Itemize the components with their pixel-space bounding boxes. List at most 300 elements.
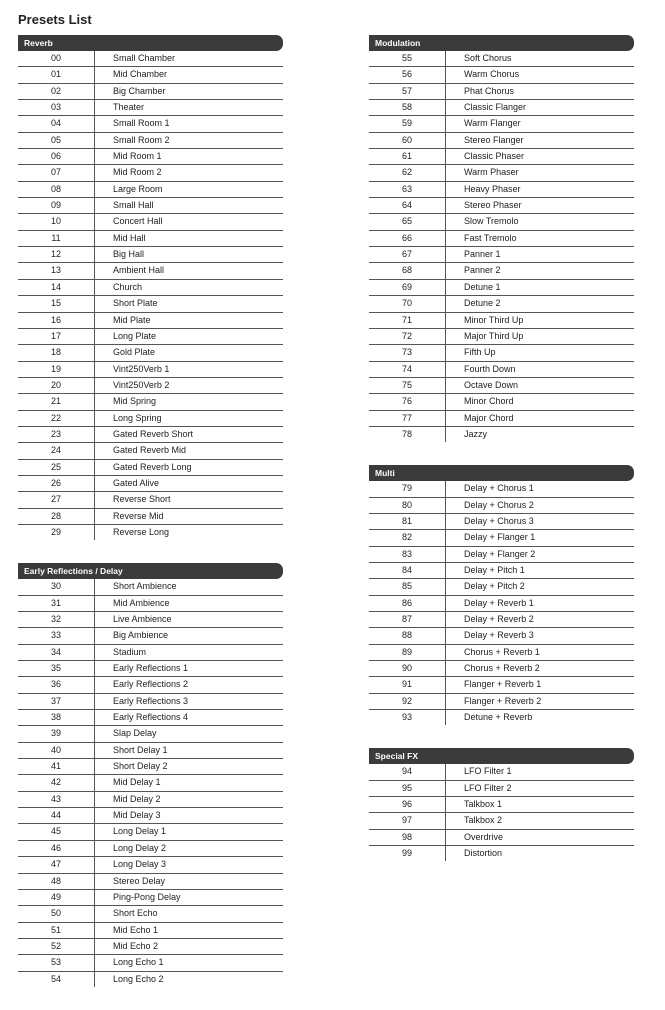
table-row bbox=[18, 841, 283, 857]
table-row bbox=[18, 645, 283, 661]
preset-name: Stereo Phaser bbox=[464, 200, 522, 211]
preset-number: 76 bbox=[369, 394, 446, 409]
preset-name: Chorus + Reverb 1 bbox=[464, 646, 540, 657]
preset-number: 33 bbox=[18, 628, 95, 643]
preset-number: 86 bbox=[369, 596, 446, 611]
preset-number: 35 bbox=[18, 661, 95, 676]
preset-name: Minor Chord bbox=[464, 396, 514, 407]
table-row bbox=[369, 100, 634, 116]
preset-name: Long Plate bbox=[113, 330, 157, 341]
table-row bbox=[18, 198, 283, 214]
preset-name: Fifth Up bbox=[464, 347, 496, 358]
table-row bbox=[369, 563, 634, 579]
preset-name: Gold Plate bbox=[113, 347, 156, 358]
preset-number: 30 bbox=[18, 579, 95, 594]
preset-number: 00 bbox=[18, 51, 95, 66]
preset-number: 19 bbox=[18, 362, 95, 377]
preset-number: 42 bbox=[18, 775, 95, 790]
table-row bbox=[18, 492, 283, 508]
preset-number: 06 bbox=[18, 149, 95, 164]
preset-name: Small Chamber bbox=[113, 53, 176, 63]
preset-name: Major Third Up bbox=[464, 330, 524, 341]
preset-number: 11 bbox=[18, 231, 95, 246]
preset-number: 36 bbox=[18, 677, 95, 692]
preset-number: 40 bbox=[18, 743, 95, 758]
table-row bbox=[18, 857, 283, 873]
table-row bbox=[369, 764, 634, 780]
preset-name: Flanger + Reverb 2 bbox=[464, 695, 542, 706]
table-row bbox=[18, 67, 283, 83]
preset-number: 84 bbox=[369, 563, 446, 578]
table-row bbox=[369, 182, 634, 198]
section-reverb bbox=[18, 35, 283, 540]
table-row bbox=[18, 296, 283, 312]
preset-number: 29 bbox=[18, 525, 95, 540]
table-row bbox=[18, 411, 283, 427]
preset-name: Flanger + Reverb 1 bbox=[464, 679, 542, 690]
table-row bbox=[18, 247, 283, 263]
preset-name: Stadium bbox=[113, 646, 147, 657]
table-row bbox=[18, 263, 283, 279]
preset-number: 96 bbox=[369, 797, 446, 812]
preset-name: Church bbox=[113, 281, 143, 292]
table-row bbox=[18, 214, 283, 230]
preset-number: 77 bbox=[369, 411, 446, 426]
preset-name: Mid Delay 3 bbox=[113, 810, 161, 821]
table-row bbox=[369, 247, 634, 263]
preset-name: Delay + Flanger 1 bbox=[464, 532, 536, 543]
preset-name: Long Delay 3 bbox=[113, 859, 167, 870]
table-row bbox=[369, 813, 634, 829]
preset-number: 57 bbox=[369, 84, 446, 99]
preset-number: 47 bbox=[18, 857, 95, 872]
table-row bbox=[18, 165, 283, 181]
preset-name: Detune 2 bbox=[464, 298, 501, 309]
preset-name: Short Echo bbox=[113, 908, 158, 919]
table-row bbox=[369, 263, 634, 279]
table-row bbox=[18, 427, 283, 443]
table-row bbox=[18, 509, 283, 525]
section-early-reflections-delay bbox=[18, 563, 283, 987]
preset-table bbox=[369, 481, 634, 725]
preset-name: Small Hall bbox=[113, 200, 154, 211]
preset-name: Early Reflections 4 bbox=[113, 712, 189, 723]
preset-number: 81 bbox=[369, 514, 446, 529]
preset-number: 16 bbox=[18, 313, 95, 328]
preset-number: 23 bbox=[18, 427, 95, 442]
preset-number: 38 bbox=[18, 710, 95, 725]
section-special-fx bbox=[369, 748, 634, 861]
table-row bbox=[18, 525, 283, 540]
preset-number: 92 bbox=[369, 694, 446, 709]
preset-name: Gated Reverb Short bbox=[113, 428, 194, 439]
preset-number: 80 bbox=[369, 498, 446, 513]
table-row bbox=[18, 906, 283, 922]
table-row bbox=[18, 710, 283, 726]
table-row bbox=[18, 149, 283, 165]
preset-name: Stereo Delay bbox=[113, 875, 166, 886]
table-row bbox=[18, 890, 283, 906]
preset-name: Early Reflections 1 bbox=[113, 663, 189, 674]
table-row bbox=[369, 84, 634, 100]
table-row bbox=[369, 394, 634, 410]
table-row bbox=[18, 313, 283, 329]
table-row bbox=[18, 84, 283, 100]
preset-number: 02 bbox=[18, 84, 95, 99]
preset-number: 58 bbox=[369, 100, 446, 115]
table-row bbox=[369, 612, 634, 628]
table-row bbox=[369, 628, 634, 644]
preset-number: 49 bbox=[18, 890, 95, 905]
table-row bbox=[18, 612, 283, 628]
preset-number: 28 bbox=[18, 509, 95, 524]
preset-name: Small Room 1 bbox=[113, 118, 170, 129]
table-row bbox=[18, 329, 283, 345]
preset-number: 17 bbox=[18, 329, 95, 344]
preset-name: Phat Chorus bbox=[464, 85, 515, 96]
preset-name: Short Ambience bbox=[113, 581, 177, 592]
preset-name: Big Chamber bbox=[113, 85, 166, 96]
preset-name: Fast Tremolo bbox=[464, 232, 517, 243]
preset-name: Gated Reverb Mid bbox=[113, 445, 187, 456]
preset-name: Reverse Mid bbox=[113, 510, 164, 521]
preset-name: Theater bbox=[113, 102, 145, 113]
table-row bbox=[18, 759, 283, 775]
preset-number: 37 bbox=[18, 694, 95, 709]
preset-number: 93 bbox=[369, 710, 446, 725]
table-row bbox=[18, 476, 283, 492]
preset-number: 01 bbox=[18, 67, 95, 82]
preset-table bbox=[18, 579, 283, 987]
preset-name: Gated Reverb Long bbox=[113, 461, 192, 472]
preset-name: Panner 1 bbox=[464, 249, 501, 260]
table-row bbox=[18, 955, 283, 971]
preset-number: 70 bbox=[369, 296, 446, 311]
preset-name: Mid Room 2 bbox=[113, 167, 162, 178]
table-row bbox=[369, 846, 634, 861]
preset-name: Delay + Pitch 1 bbox=[464, 564, 525, 575]
table-row bbox=[369, 378, 634, 394]
table-row bbox=[18, 923, 283, 939]
preset-name: Long Spring bbox=[113, 412, 162, 423]
preset-number: 88 bbox=[369, 628, 446, 643]
preset-number: 21 bbox=[18, 394, 95, 409]
table-row bbox=[18, 345, 283, 361]
preset-table bbox=[18, 51, 283, 540]
table-row bbox=[369, 645, 634, 661]
preset-number: 62 bbox=[369, 165, 446, 180]
preset-number: 65 bbox=[369, 214, 446, 229]
preset-number: 64 bbox=[369, 198, 446, 213]
table-row bbox=[369, 280, 634, 296]
table-row bbox=[18, 775, 283, 791]
preset-name: Octave Down bbox=[464, 379, 519, 390]
table-row bbox=[18, 460, 283, 476]
table-row bbox=[18, 116, 283, 132]
table-row bbox=[369, 214, 634, 230]
preset-name: Short Delay 1 bbox=[113, 744, 168, 755]
preset-number: 26 bbox=[18, 476, 95, 491]
table-row bbox=[369, 362, 634, 378]
table-row bbox=[18, 939, 283, 955]
preset-number: 74 bbox=[369, 362, 446, 377]
preset-number: 22 bbox=[18, 411, 95, 426]
table-row bbox=[18, 694, 283, 710]
preset-number: 48 bbox=[18, 874, 95, 889]
preset-name: Talkbox 2 bbox=[464, 815, 503, 826]
preset-number: 75 bbox=[369, 378, 446, 393]
preset-number: 31 bbox=[18, 596, 95, 611]
preset-number: 20 bbox=[18, 378, 95, 393]
preset-name: Panner 2 bbox=[464, 265, 501, 276]
preset-number: 99 bbox=[369, 846, 446, 861]
preset-name: Mid Delay 2 bbox=[113, 793, 161, 804]
preset-name: Big Ambience bbox=[113, 630, 169, 641]
table-row bbox=[369, 797, 634, 813]
preset-number: 07 bbox=[18, 165, 95, 180]
preset-name: LFO Filter 1 bbox=[464, 766, 512, 777]
preset-number: 90 bbox=[369, 661, 446, 676]
preset-name: Ambient Hall bbox=[113, 265, 165, 276]
preset-number: 46 bbox=[18, 841, 95, 856]
table-row bbox=[18, 378, 283, 394]
preset-name: LFO Filter 2 bbox=[464, 782, 512, 793]
table-row bbox=[369, 781, 634, 797]
table-row bbox=[18, 874, 283, 890]
preset-name: Mid Delay 1 bbox=[113, 777, 161, 788]
table-row bbox=[18, 51, 283, 67]
section-header: Special FX bbox=[369, 748, 634, 764]
preset-name: Large Room bbox=[113, 183, 163, 194]
preset-name: Small Room 2 bbox=[113, 134, 170, 145]
table-row bbox=[369, 677, 634, 693]
table-row bbox=[369, 579, 634, 595]
preset-number: 05 bbox=[18, 133, 95, 148]
preset-number: 54 bbox=[18, 972, 95, 987]
preset-number: 04 bbox=[18, 116, 95, 131]
preset-name: Classic Phaser bbox=[464, 151, 525, 162]
preset-name: Mid Spring bbox=[113, 396, 157, 407]
preset-name: Delay + Flanger 2 bbox=[464, 548, 536, 559]
preset-name: Reverse Long bbox=[113, 526, 170, 537]
preset-table bbox=[369, 51, 634, 442]
table-row bbox=[369, 116, 634, 132]
preset-name: Mid Room 1 bbox=[113, 151, 162, 162]
preset-name: Minor Third Up bbox=[464, 314, 524, 325]
table-row bbox=[369, 694, 634, 710]
preset-name: Delay + Chorus 3 bbox=[464, 515, 534, 526]
preset-table bbox=[369, 764, 634, 861]
preset-number: 69 bbox=[369, 280, 446, 295]
preset-name: Ping-Pong Delay bbox=[113, 891, 181, 902]
table-row bbox=[18, 743, 283, 759]
preset-number: 71 bbox=[369, 313, 446, 328]
table-row bbox=[369, 411, 634, 427]
preset-name: Early Reflections 2 bbox=[113, 679, 189, 690]
preset-number: 66 bbox=[369, 231, 446, 246]
preset-number: 83 bbox=[369, 547, 446, 562]
preset-name: Mid Echo 2 bbox=[113, 940, 159, 951]
preset-number: 50 bbox=[18, 906, 95, 921]
table-row bbox=[18, 808, 283, 824]
preset-number: 97 bbox=[369, 813, 446, 828]
table-row bbox=[369, 165, 634, 181]
table-row bbox=[369, 481, 634, 497]
preset-number: 95 bbox=[369, 781, 446, 796]
table-row bbox=[369, 514, 634, 530]
preset-name: Overdrive bbox=[464, 831, 504, 842]
table-row bbox=[369, 498, 634, 514]
preset-number: 18 bbox=[18, 345, 95, 360]
preset-name: Gated Alive bbox=[113, 477, 160, 488]
preset-name: Vint250Verb 2 bbox=[113, 379, 170, 390]
section-header: Early Reflections / Delay bbox=[18, 563, 283, 579]
preset-number: 45 bbox=[18, 824, 95, 839]
table-row bbox=[18, 133, 283, 149]
table-row bbox=[18, 726, 283, 742]
preset-number: 53 bbox=[18, 955, 95, 970]
preset-name: Delay + Reverb 1 bbox=[464, 597, 534, 608]
preset-number: 73 bbox=[369, 345, 446, 360]
preset-name: Mid Plate bbox=[113, 314, 151, 325]
preset-name: Long Delay 1 bbox=[113, 826, 167, 837]
table-row bbox=[369, 313, 634, 329]
table-row bbox=[18, 972, 283, 987]
preset-number: 10 bbox=[18, 214, 95, 229]
table-row bbox=[369, 133, 634, 149]
preset-name: Big Hall bbox=[113, 249, 145, 260]
preset-number: 91 bbox=[369, 677, 446, 692]
table-row bbox=[369, 661, 634, 677]
preset-name: Warm Chorus bbox=[464, 69, 520, 80]
preset-number: 09 bbox=[18, 198, 95, 213]
preset-number: 61 bbox=[369, 149, 446, 164]
preset-name: Vint250Verb 1 bbox=[113, 363, 170, 374]
table-row bbox=[369, 547, 634, 563]
preset-name: Long Echo 2 bbox=[113, 973, 164, 984]
preset-number: 08 bbox=[18, 182, 95, 197]
preset-number: 68 bbox=[369, 263, 446, 278]
preset-number: 51 bbox=[18, 923, 95, 938]
preset-name: Live Ambience bbox=[113, 614, 172, 624]
preset-name: Delay + Reverb 3 bbox=[464, 630, 534, 641]
table-row bbox=[18, 443, 283, 459]
preset-number: 03 bbox=[18, 100, 95, 115]
table-row bbox=[18, 362, 283, 378]
table-row bbox=[18, 628, 283, 644]
preset-number: 98 bbox=[369, 830, 446, 845]
table-row bbox=[18, 394, 283, 410]
table-row bbox=[369, 530, 634, 546]
preset-number: 12 bbox=[18, 247, 95, 262]
section-modulation bbox=[369, 35, 634, 442]
preset-number: 41 bbox=[18, 759, 95, 774]
table-row bbox=[369, 596, 634, 612]
table-row bbox=[18, 231, 283, 247]
table-row bbox=[369, 296, 634, 312]
table-row bbox=[369, 198, 634, 214]
preset-number: 78 bbox=[369, 427, 446, 442]
preset-number: 55 bbox=[369, 51, 446, 66]
preset-name: Mid Hall bbox=[113, 232, 146, 243]
preset-number: 14 bbox=[18, 280, 95, 295]
table-row bbox=[369, 231, 634, 247]
preset-number: 27 bbox=[18, 492, 95, 507]
preset-name: Heavy Phaser bbox=[464, 183, 521, 194]
preset-name: Classic Flanger bbox=[464, 102, 527, 113]
preset-number: 56 bbox=[369, 67, 446, 82]
preset-name: Fourth Down bbox=[464, 363, 516, 374]
preset-name: Long Delay 2 bbox=[113, 842, 167, 853]
preset-number: 24 bbox=[18, 443, 95, 458]
preset-name: Delay + Pitch 2 bbox=[464, 581, 525, 592]
preset-number: 44 bbox=[18, 808, 95, 823]
page-title: Presets List bbox=[18, 12, 92, 27]
preset-name: Reverse Short bbox=[113, 494, 171, 505]
preset-number: 67 bbox=[369, 247, 446, 262]
table-row bbox=[369, 345, 634, 361]
table-row bbox=[18, 792, 283, 808]
preset-name: Slap Delay bbox=[113, 728, 157, 739]
preset-name: Detune 1 bbox=[464, 281, 501, 292]
preset-name: Short Delay 2 bbox=[113, 761, 168, 772]
preset-number: 13 bbox=[18, 263, 95, 278]
preset-name: Slow Tremolo bbox=[464, 216, 519, 227]
section-header: Modulation bbox=[369, 35, 634, 51]
preset-name: Soft Chorus bbox=[464, 53, 512, 63]
table-row bbox=[369, 427, 634, 442]
table-row bbox=[369, 149, 634, 165]
preset-name: Mid Chamber bbox=[113, 69, 168, 80]
preset-name: Mid Ambience bbox=[113, 597, 170, 608]
preset-number: 85 bbox=[369, 579, 446, 594]
table-row bbox=[369, 67, 634, 83]
table-row bbox=[369, 710, 634, 725]
section-multi bbox=[369, 465, 634, 725]
preset-number: 94 bbox=[369, 764, 446, 779]
preset-name: Stereo Flanger bbox=[464, 134, 524, 145]
table-row bbox=[18, 824, 283, 840]
preset-number: 15 bbox=[18, 296, 95, 311]
preset-number: 63 bbox=[369, 182, 446, 197]
right-column bbox=[369, 35, 634, 884]
preset-number: 60 bbox=[369, 133, 446, 148]
preset-name: Chorus + Reverb 2 bbox=[464, 663, 540, 674]
table-row bbox=[18, 280, 283, 296]
left-column bbox=[18, 35, 283, 1010]
preset-number: 52 bbox=[18, 939, 95, 954]
preset-name: Concert Hall bbox=[113, 216, 163, 227]
table-row bbox=[18, 100, 283, 116]
preset-number: 72 bbox=[369, 329, 446, 344]
preset-name: Long Echo 1 bbox=[113, 957, 164, 968]
preset-number: 34 bbox=[18, 645, 95, 660]
preset-name: Warm Phaser bbox=[464, 167, 519, 178]
table-row bbox=[18, 182, 283, 198]
preset-name: Delay + Reverb 2 bbox=[464, 614, 534, 624]
table-row bbox=[18, 677, 283, 693]
table-row bbox=[369, 329, 634, 345]
preset-name: Detune + Reverb bbox=[464, 712, 533, 723]
preset-name: Delay + Chorus 2 bbox=[464, 499, 534, 510]
preset-name: Distortion bbox=[464, 848, 503, 859]
preset-name: Major Chord bbox=[464, 412, 514, 423]
preset-number: 32 bbox=[18, 612, 95, 627]
table-row bbox=[18, 596, 283, 612]
table-row bbox=[369, 51, 634, 67]
preset-number: 25 bbox=[18, 460, 95, 475]
preset-number: 59 bbox=[369, 116, 446, 131]
